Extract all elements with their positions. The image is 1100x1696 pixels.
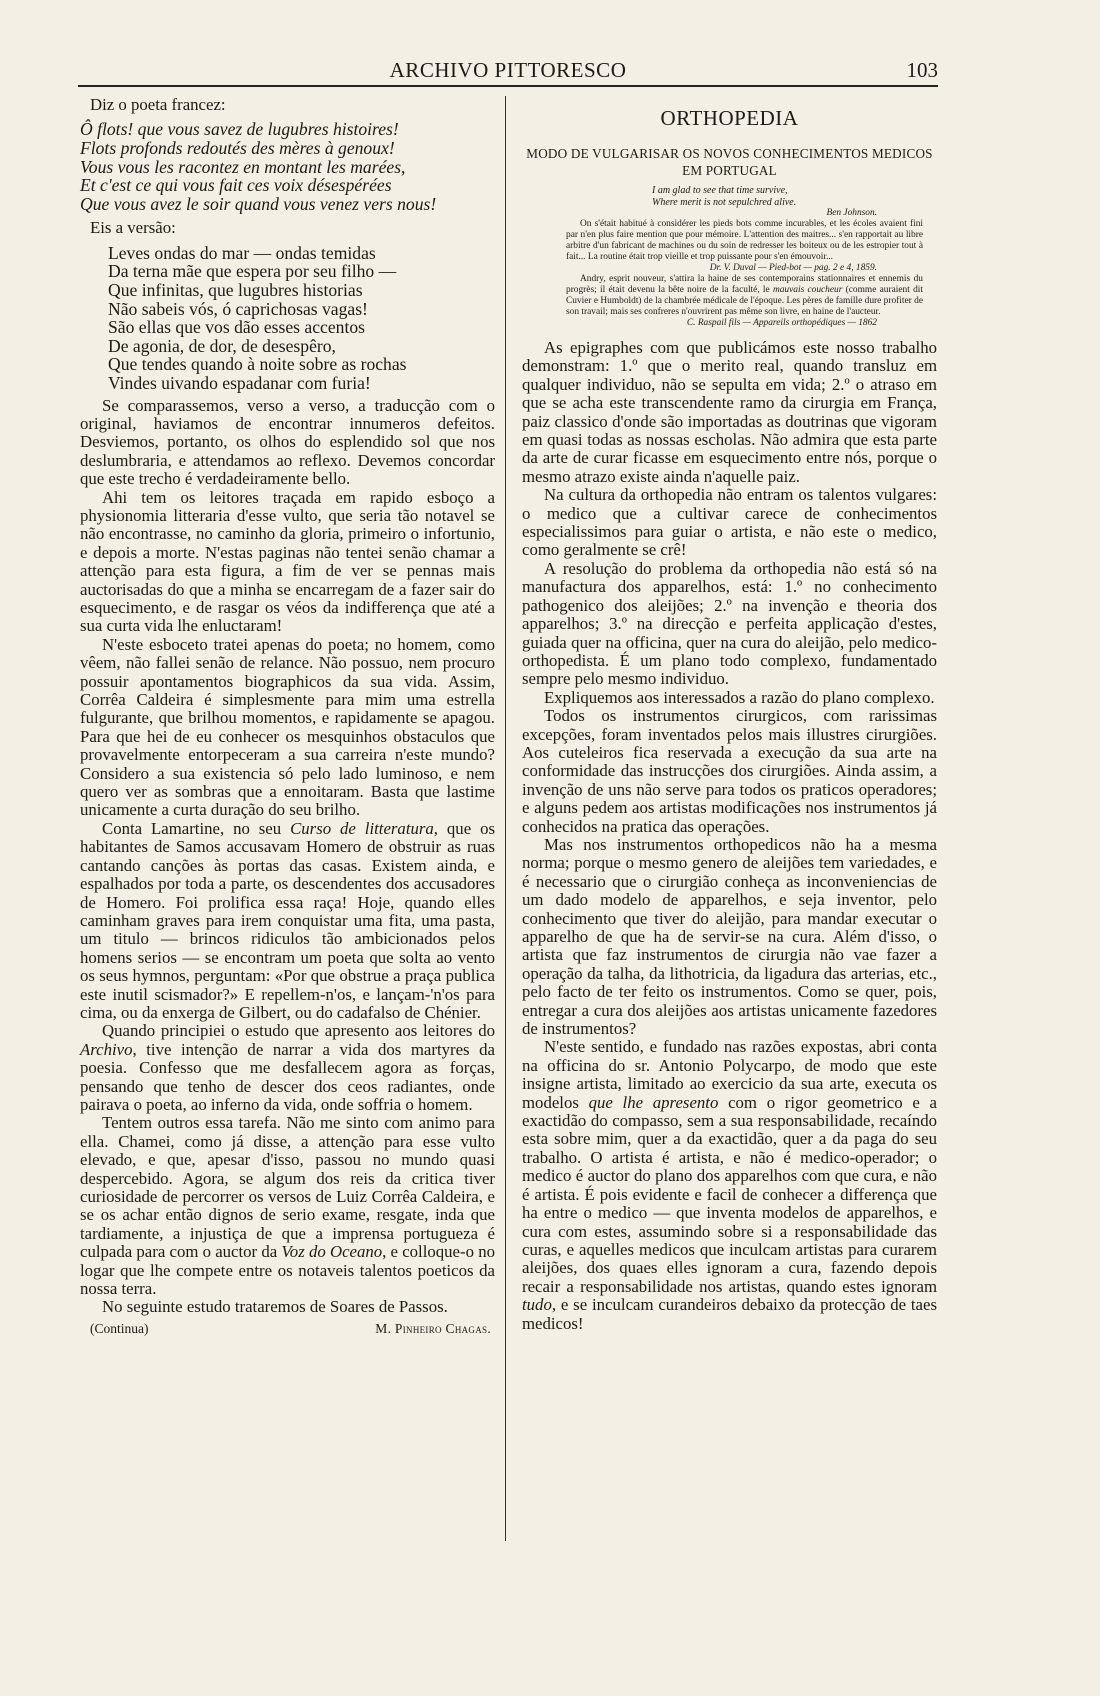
emphasis: tudo (522, 1295, 552, 1315)
section-subtitle: MODO DE VULGARISAR OS NOVOS CONHECIMENTOS MEDICOS EM PORTUGAL (526, 146, 933, 178)
verse-line: São ellas que vos dão esses accentos (108, 317, 365, 338)
epigraph-line: Where merit is not sepulchred alive. (652, 196, 797, 208)
journal-title: Archivo (80, 1039, 133, 1059)
body-paragraph: Se comparassemos, verso a verso, a traducção com o original, haviamos de encontrar innumeros defeitos. Desviemos, portanto, os olhos do esplendido sol que nos deslumbraria, e attendamos ao reflexo. Devemos concordar que este trecho é verdadeiramente bello. (80, 395, 495, 489)
book-title: Curso de litteratura (290, 818, 434, 838)
poem-intro: Diz o poeta francez: (90, 95, 226, 114)
book-title: Voz do Oceano (281, 1242, 383, 1262)
body-paragraph: A resolução do problema da orthopedia não está só na manufactura dos apparelhos, está: 1.º no conhecimento pathogenico dos aleijões; 2.º na invenção e theoria dos apparelhos; 3.º na direcção e perfeita applicação d'estes, guiada quer na officina, quer na cura do aleijão, pelo medico-orthopedista. É um plano todo complexo, fundamentado sempre pelo mesmo individuo. (522, 558, 937, 689)
poem-line: Ô flots! que vous savez de lugubres histoires! (80, 119, 399, 140)
french-poem (80, 120, 495, 213)
body-paragraph: Mas nos instrumentos orthopedicos não ha a mesma norma; porque o mesmo genero de aleijões tem variedades, e é necessario que o cirurgião conheça as inconveniencias de um dado modelo de apparelhos, e seja inventor, pelo conhecimento que tiver do aleijão, para mandar executar o apparelho de que ha de servir-se na cura. Além d'isso, o artista que faz instrumentos de cirurgia não vae fazer a operação da talha, da lithotricia, da ligadura das arterias, etc., pelo facto de ter feito os instrumentos. Como se quer, pois, entregar a cura dos aleijões aos artistas unicamente fazedores de instrumentos? (522, 834, 937, 1039)
verse-line: Que tendes quando à noite sobre as rochas (108, 354, 407, 375)
right-column (522, 96, 937, 1333)
header-rule (78, 85, 938, 87)
body-paragraph: No seguinte estudo trataremos de Soares de Passos. (102, 1297, 448, 1317)
verse-line: Que infinitas, que lugubres historias (108, 279, 363, 300)
body-paragraph: Todos os instrumentos cirurgicos, com rarissimas excepções, foram inventados pelos mais illustres cirurgiões. Aos cuteleiros fica reservada a execução da sua arte na conformidade das instrucções dos cirurgiões. Ainda assim, a invenção de uns não serve para todos os praticos operadores; e alguns pedem aos artistas modificações nos instrumentos já conhecidos na pratica das operações. (522, 706, 937, 836)
verse-line: De agonia, de dor, de desespêro, (108, 335, 336, 356)
continued-note: (Continua) (90, 1320, 149, 1336)
emphasis: que lhe apresento (588, 1092, 719, 1112)
body-paragraph: Tentem outros essa tarefa. Não me sinto com animo para ella. Chamei, como já disse, a attenção para esse vulto elevado, e que, apesar d'isso, passou no mundo quasi despercebido. Agora, se algum dos reis da critica tiver curiosidade de percorrer os versos de Luiz Corrêa Caldeira, e se os achar então dignos de serio exame, resgate, inda que tardiamente, a injustiça de que a imprensa portugueza é culpada para com o auctor da Voz do Oceano, e colloque-o no logar que lhe compete entre os notaveis talentos poeticos da nossa terra. (80, 1113, 495, 1299)
verse-line: Leves ondas do mar — ondas temidas (108, 242, 376, 263)
body-paragraph: Quando principiei o estudo que apresento aos leitores do Archivo, tive intenção de narrar a vida dos martyres da poesia. Confesso que me desfallecem agora as forças, pensando que tenho de descer dos ceos radiantes, onde pairava o poeta, ao inferno da vida, onde soffria o homem. (80, 1021, 495, 1114)
body-paragraph: Expliquemos aos interessados a razão do plano complexo. (544, 687, 935, 707)
body-paragraph: Ahi tem os leitores traçada em rapido esboço a physionomia litteraria d'esse vulto, que seria tão notavel se não encontrasse, no caminho da gloria, primeiro o infortunio, e depois a morte. N'estas paginas não tentei senão chamar a attenção para esta figura, a fim de ver se pennas mais auctorisadas do que a minha se encarregam de a fazer sair do esquecimento, e de rasgar os véos da indifferença que até a sua curta vida lhe enluctaram! (80, 487, 495, 636)
column-divider (505, 96, 506, 1541)
poem-line: Vous vous les racontez en montant les marées, (80, 156, 406, 177)
verse-line: Não sabeis vós, ó caprichosas vagas! (108, 298, 368, 319)
epigraph-attribution: Ben Johnson. (826, 208, 877, 218)
poem-line: Flots profonds redoutés des mères à genoux! (80, 138, 395, 158)
poem-line: Et c'est ce qui vous fait ces voix désespérées (80, 175, 392, 196)
poem-line: Que vous avez le soir quand vous venez vers nous! (80, 193, 437, 214)
epigraph-quote: On s'était habitué à considérer les pieds bots comme incurables, et les écoles avaient fini par n'en plus faire mention que pour mémoire. L'attention des maitres... s'en rapportait au libre arbitre d'un fabricant de machines ou du soin de redresser les boiteux ou de les estropier tout à fait... La routine était trop vieille et trop puissante pour s'en émouvoir... (566, 219, 923, 262)
body-paragraph: As epigraphes com que publicámos este nosso trabalho demonstram: 1.º que o merito real, quando transluz em qualquer individuo, não se sepulta em vida; 2.º o atraso em que se acha este transcendente ramo da cirurgia em França, paiz classico d'onde são importadas as doutrinas que vigoram em quasi todas as nossas escholas. Não admira que esta parte da arte de curar ficasse em esquecimento entre nós, porque o mesmo atrazo existe ainda n'aquelle paiz. (522, 338, 937, 486)
body-paragraph: N'este sentido, e fundado nas razões expostas, abri conta na officina do sr. Antonio Polycarpo, de modo que este insigne artista, limitado ao exercicio da sua arte, executa os modelos que lhe apresento com o rigor geometrico e a exactidão do compasso, sem a sua responsabilidade, recaíndo esta sobre mim, quer a da exactidão, quer a da paga do seu trabalho. O artista é artista, e não é medico-operador; o medico é auctor do plano dos apparelhos com que cura, e não é artista. É pois evidente e facil de conhecer a differença que ha entre o medico — que inventa modelos de apparelhos, e cura com estes, assumindo sobre si a responsabilidade das curas, e aquelles medicos que inculcam artistas para curarem aleijões, dos quaes elles ignoram a cura, fazendo depois recair a responsabilidade nos artistas, quando estes ignoram tudo, e se inculcam curandeiros debaixo da protecção de taes medicos! (522, 1037, 937, 1333)
author-signature: M. Pinheiro Chagas. (375, 1320, 491, 1336)
body-paragraph: Na cultura da orthopedia não entram os talentos vulgares: o medico que a cultivar carece de conhecimentos especialissimos para guiar o artista, e não este o medico, como geralmente se crê! (522, 485, 937, 560)
epigraph-line: I am glad to see that time survive, (652, 185, 788, 196)
body-paragraph: N'este esboceto tratei apenas do poeta; no homem, como vêem, não fallei senão de relance. Não possuo, nem procuro possuir apontamentos biographicos da sua vida. Assim, Corrêa Caldeira é simplesmente para mim uma estrella fulgurante, que brilhou momentos, e rapidamente se apagou. Para que hei de eu conhecer os mesquinhos obstaculos que provavelmente entorpeceram a sua carreira n'este mundo? Considero a sua existencia só pelo lado luminoso, e nem quero ver as sombras que a ennoitaram. Basta que lastime unicamente a curta duração do seu brilho. (80, 634, 495, 820)
epigraph-attribution: C. Raspail fils — Appareils orthopédiques — 1862 (686, 318, 877, 328)
running-title: ARCHIVO PITTORESCO (389, 58, 627, 82)
portuguese-poem (108, 244, 495, 393)
verse-line: Da terna mãe que espera por seu filho — (108, 261, 397, 282)
page-number: 103 (906, 58, 938, 82)
verse-line: Vindes uivando espadanar com furia! (108, 372, 371, 393)
epigraphs (522, 185, 937, 329)
epigraph-quote: Andry, esprit nouveur, s'attira la haine de ses contemporains stationnaires et ennemis du progrès; il était devenu la bête noire de la faculté, le mauvais coucheur (comme auraient dit Cuvier e Humboldt) de la chambrée médicale de l'époque. Les pères de famille dure profiter de son travail; mais ses confreres n'ouvrirent pas même son livre, en haine de l'aucteur. (566, 274, 923, 317)
left-column (80, 96, 495, 1337)
version-label: Eis a versão: (90, 218, 176, 238)
running-header (78, 58, 938, 82)
section-title: ORTHOPEDIA (660, 106, 799, 130)
epigraph-attribution: Dr. V. Duval — Pied-bot — pag. 2 e 4, 1859. (709, 263, 877, 273)
body-paragraph: Conta Lamartine, no seu Curso de litteratura, que os habitantes de Samos accusavam Homero de obstruir as ruas cantando canções às portas das casas. Existem ainda, e espalhados por toda a parte, os descendentes dos accusadores de Homero. Foi prolifica essa raça! Hoje, quando elles caminham graves para irem conquistar uma fita, uma pasta, um titulo — brincos ridiculos tão ambicionados pelos homens serios — se encontram um poeta que solta ao vento os seus hymnos, perguntam: «Por que obstrue a praça publica este inutil scismador?» E repellem-n'os, e lançam-'n'os para cima, ou da enxerga de Gilbert, ou do cadafalso de Chénier. (80, 818, 495, 1022)
article-signoff (80, 1321, 495, 1337)
